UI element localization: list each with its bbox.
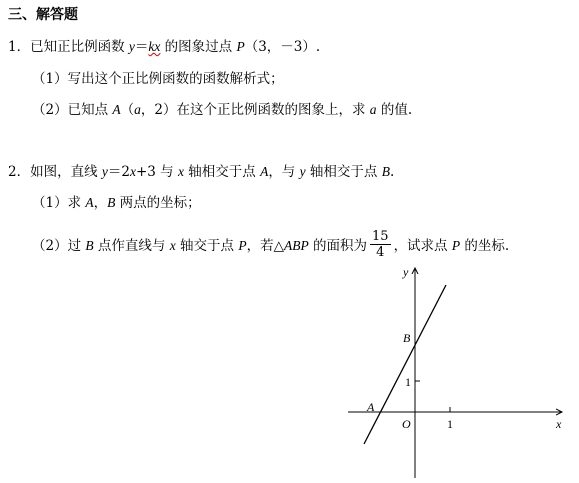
question-1-part-2: （2）已知点 A（a，2）在这个正比例函数的图象上，求 a 的值. [32,102,413,118]
question-2-part-2: （2）过 B 点作直线与 x 轴交于点 P，若△ABP 的面积为 $\frac{15}{4}$ ，试求点 P 的坐标. [32,229,510,260]
kx-expression: kx [148,39,161,54]
question-1-part-1: （1）写出这个正比例函数的函数解析式； [32,71,284,87]
question-2-stem: 2．如图，直线 y＝2x+3 与 x 轴相交于点 A，与 y 轴相交于点 B. [8,164,395,180]
fraction-denominator: 4 [376,245,385,260]
section-title: 三、解答题 [8,7,78,23]
question-2-part-1: （1）求 A，B 两点的坐标； [32,195,201,211]
question-1-stem: 1．已知正比例函数 y＝kx 的图象过点 P（3，－3）. [8,39,321,55]
point-a-label: A [367,400,375,414]
origin-label: O [402,417,411,431]
point-b-label: B [403,331,411,345]
y-tick-label: 1 [405,375,411,389]
fraction-numerator: 15 [372,229,389,244]
y-axis-label: y [403,265,409,279]
x-axis-label: x [556,417,562,431]
x-tick-label: 1 [447,417,453,431]
